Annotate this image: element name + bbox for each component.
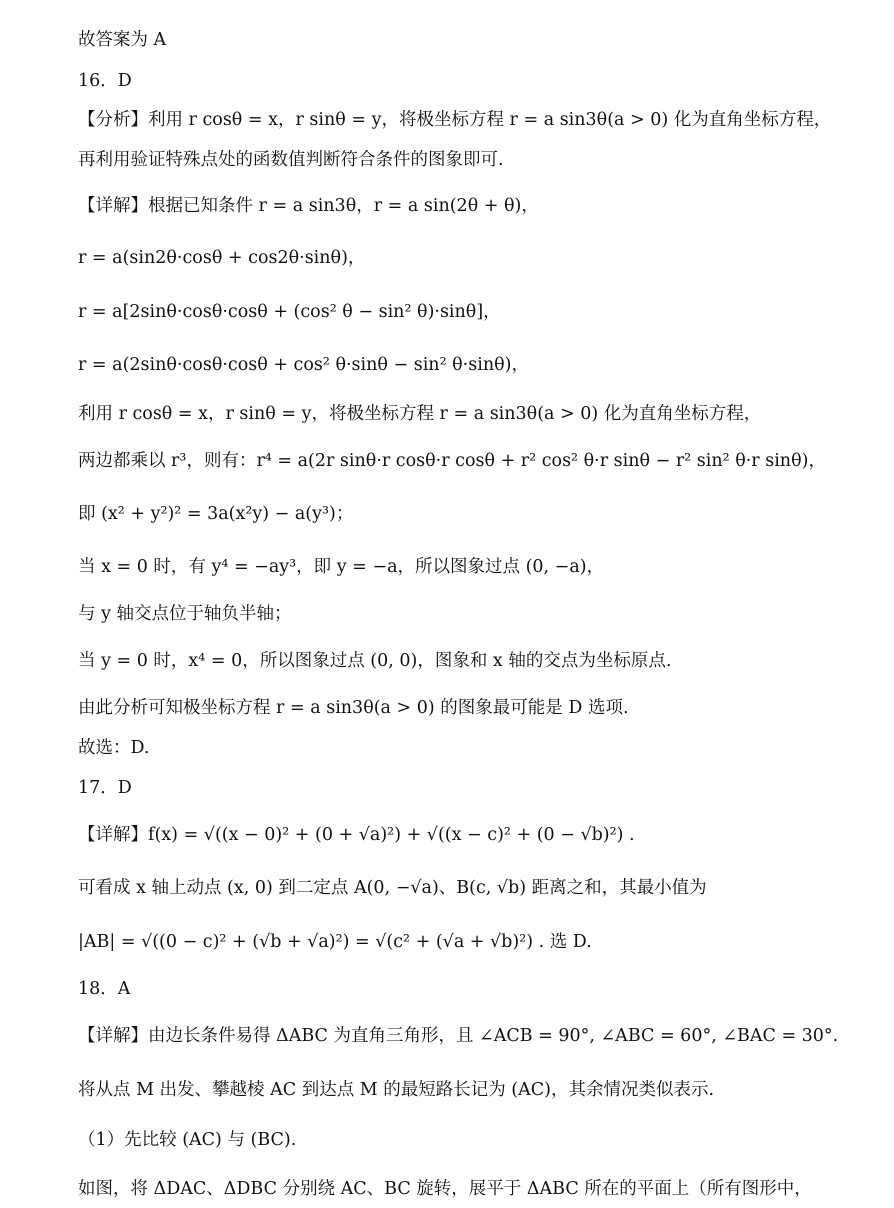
text-line: 【详解】根据已知条件 r = a sin3θ，r = a sin(2θ + θ)， (78, 196, 539, 216)
text-line: 与 y 轴交点位于轴负半轴； (78, 604, 292, 624)
text-line: 【详解】由边长条件易得 ΔABC 为直角三角形，且 ∠ACB = 90°, ∠ABC = 60°, ∠BAC = 30°. (78, 1026, 839, 1046)
text-line: 故选：D. (78, 738, 150, 758)
text-line: （1）先比较 (AC) 与 (BC). (78, 1130, 297, 1150)
equation-line: |AB| = √((0 − c)² + (√b + √a)²) = √(c² + (√a + √b)²) . 选 D. (78, 932, 592, 952)
equation-line: 两边都乘以 r³，则有：r⁴ = a(2r sinθ·r cosθ·r cosθ + r² cos² θ·r sinθ − r² sin² θ·r sinθ)， (78, 451, 826, 471)
text-line: 当 x = 0 时，有 y⁴ = −ay³，即 y = −a，所以图象过点 (0, −a)， (78, 557, 605, 577)
text-line: 由此分析可知极坐标方程 r = a sin3θ(a > 0) 的图象最可能是 D 选项. (78, 698, 629, 718)
text-line: 利用 r cosθ = x，r sinθ = y，将极坐标方程 r = a sin3θ(a > 0) 化为直角坐标方程， (78, 404, 762, 424)
text-line: 当 y = 0 时，x⁴ = 0，所以图象过点 (0, 0)，图象和 x 轴的交点为坐标原点. (78, 651, 672, 671)
equation-line: r = a(sin2θ·cosθ + cos2θ·sinθ)， (78, 248, 366, 268)
text-line: 故答案为 A (78, 30, 167, 50)
question-number-16: 16．D (78, 71, 132, 91)
equation-line: 【详解】f(x) = √((x − 0)² + (0 + √a)²) + √((x − c)² + (0 − √b)²) . (78, 825, 635, 845)
question-number-17: 17．D (78, 778, 132, 798)
text-line: 再利用验证特殊点处的函数值判断符合条件的图象即可. (78, 150, 504, 170)
text-line: 【分析】利用 r cosθ = x，r sinθ = y，将极坐标方程 r = a sin3θ(a > 0) 化为直角坐标方程， (78, 110, 832, 130)
question-number-18: 18．A (78, 979, 131, 999)
equation-line: r = a[2sinθ·cosθ·cosθ + (cos² θ − sin² θ)·sinθ]， (78, 302, 501, 322)
equation-line: r = a(2sinθ·cosθ·cosθ + cos² θ·sinθ − sin² θ·sinθ)， (78, 355, 529, 375)
text-line: 将从点 M 出发、攀越棱 AC 到达点 M 的最短路长记为 (AC)，其余情况类似表示. (78, 1080, 715, 1100)
text-line: 如图，将 ΔDAC、ΔDBC 分别绕 AC、BC 旋转，展平于 ΔABC 所在的平面上（所有图形中， (78, 1179, 812, 1199)
equation-line: 即 (x² + y²)² = 3a(x²y) − a(y³)； (78, 504, 354, 524)
text-line: 可看成 x 轴上动点 (x, 0) 到二定点 A(0, −√a)、B(c, √b) 距离之和，其最小值为 (78, 878, 707, 898)
